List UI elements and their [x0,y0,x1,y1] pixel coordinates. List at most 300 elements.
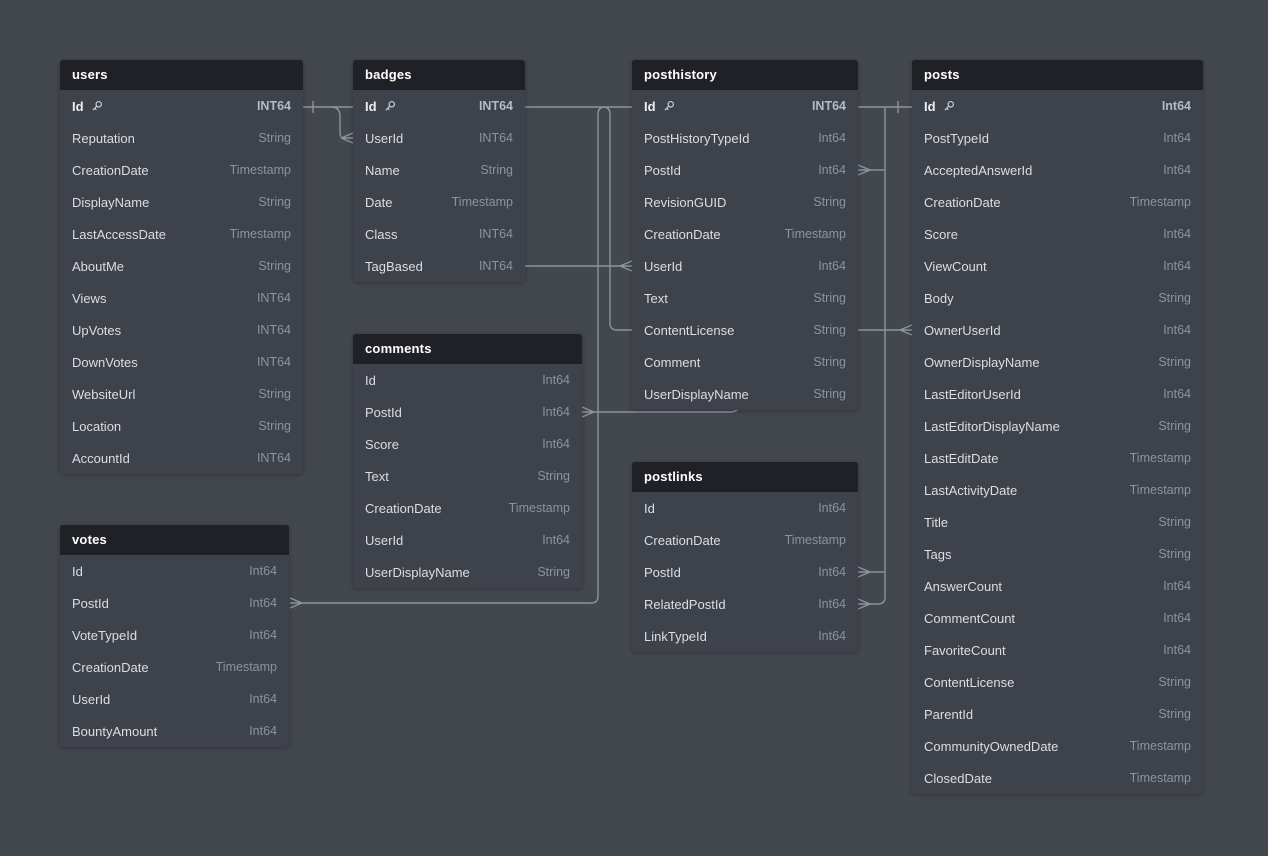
field-row-posthistory-id [632,90,858,122]
field-type: Int64 [542,533,570,547]
field-type: Timestamp [1129,739,1191,753]
field-name-text: Id [365,372,376,388]
field-name-text: Views [72,290,107,306]
field-name-text: ParentId [924,706,974,722]
field-name-text: UserId [644,258,683,274]
field-row-postlinks-creationdate [632,524,858,556]
field-row-users-aboutme [60,250,303,282]
field-row-users-websiteurl [60,378,303,410]
field-name [924,291,954,306]
table-comments[interactable] [353,334,582,588]
field-row-posts-posttypeid [912,122,1203,154]
field-name-text: PostId [72,595,109,611]
field-name-text: LastActivityDate [924,482,1018,498]
field-name-text: Id [924,98,936,114]
field-name [924,611,1015,626]
field-row-posts-closeddate [912,762,1203,794]
field-type: Int64 [818,565,846,579]
field-type: String [258,259,291,273]
field-type: Timestamp [229,163,291,177]
field-name-text: BountyAmount [72,723,158,739]
field-name [365,131,403,146]
field-row-badges-id [353,90,525,122]
table-users[interactable] [60,60,303,474]
field-name [365,163,400,178]
field-row-votes-votetypeid [60,619,289,651]
field-type: String [258,387,291,401]
field-name [72,692,110,707]
field-row-posts-commentcount [912,602,1203,634]
field-type: Timestamp [1129,195,1191,209]
field-name-text: UserId [365,532,404,548]
field-row-votes-postid [60,587,289,619]
field-name [365,437,399,452]
field-name [644,597,726,612]
relation-badges-userid-crow-foot [341,133,353,143]
field-row-users-lastaccessdate [60,218,303,250]
field-name [924,707,973,722]
field-name [72,291,106,306]
field-name [644,323,734,338]
field-name [924,547,951,562]
field-name [924,163,1032,178]
field-name [644,99,675,114]
field-name [365,469,389,484]
field-type: INT64 [256,355,291,369]
field-name-text: Reputation [72,130,135,146]
field-name [72,564,83,579]
field-name-text: WebsiteUrl [72,386,136,402]
field-name-text: TagBased [365,258,423,274]
field-type: String [1158,547,1191,561]
field-name [365,405,402,420]
table-posts[interactable] [912,60,1203,794]
field-type: Int64 [1163,259,1191,273]
field-row-comments-creationdate [353,492,582,524]
table-posts-fields [912,90,1203,794]
field-name-text: Name [365,162,400,178]
field-row-postlinks-id [632,492,858,524]
table-postlinks[interactable] [632,462,858,652]
field-type: String [1158,675,1191,689]
field-name-text: LastEditDate [924,450,999,466]
field-row-users-views [60,282,303,314]
field-row-users-location [60,410,303,442]
field-row-posts-id [912,90,1203,122]
table-posthistory-title[interactable]: posthistory [632,60,858,90]
field-name [365,501,442,516]
field-name [72,227,166,242]
field-row-posts-parentid [912,698,1203,730]
field-name [644,163,681,178]
field-row-posthistory-contentlicense [632,314,858,346]
field-name [72,419,121,434]
field-type: Int64 [1161,99,1191,113]
field-row-comments-userid [353,524,582,556]
field-type: Int64 [1163,387,1191,401]
field-name-text: AcceptedAnswerId [924,162,1033,178]
field-name-text: Id [644,98,656,114]
field-row-posthistory-comment [632,346,858,378]
field-row-posthistory-revisionguid [632,186,858,218]
field-name [644,501,655,516]
field-name-text: PostId [644,564,681,580]
field-type: String [813,323,846,337]
field-type: INT64 [478,99,513,113]
field-type: INT64 [478,227,513,241]
field-name [72,660,149,675]
field-name-text: VoteTypeId [72,627,138,643]
field-name-text: CommunityOwnedDate [924,738,1059,754]
field-row-posthistory-postid [632,154,858,186]
field-row-posts-communityowneddate [912,730,1203,762]
field-name [72,451,130,466]
field-name [72,355,138,370]
field-name-text: CommentCount [924,610,1016,626]
table-users-title[interactable]: users [60,60,303,90]
field-type: String [1158,515,1191,529]
field-name-text: LastEditorUserId [924,386,1021,402]
table-badges-fields [353,90,525,282]
field-type: String [1158,355,1191,369]
field-row-postlinks-postid [632,556,858,588]
field-type: String [537,565,570,579]
field-type: Int64 [818,597,846,611]
field-name-text: OwnerUserId [924,322,1001,338]
table-votes[interactable] [60,525,289,747]
field-name [924,99,955,114]
field-type: Int64 [542,373,570,387]
field-type: String [1158,707,1191,721]
field-name [924,419,1060,434]
field-name-text: AnswerCount [924,578,1003,594]
field-type: Int64 [1163,131,1191,145]
field-name [924,515,948,530]
field-name [365,227,398,242]
field-type: String [1158,291,1191,305]
relation-posthistory-userid-crow-foot [620,261,632,271]
field-row-posts-ownerdisplayname [912,346,1203,378]
field-name-text: ClosedDate [924,770,992,786]
field-name [365,99,396,114]
field-row-postlinks-linktypeid [632,620,858,652]
field-name-text: LinkTypeId [644,628,707,644]
field-name-text: Body [924,290,954,306]
field-name-text: ViewCount [924,258,987,274]
field-type: Int64 [542,437,570,451]
field-name-text: ContentLicense [644,322,735,338]
field-name-text: DownVotes [72,354,138,370]
field-row-votes-userid [60,683,289,715]
field-row-users-displayname [60,186,303,218]
field-type: String [813,387,846,401]
field-name [644,227,721,242]
field-type: INT64 [256,99,291,113]
field-type: Timestamp [784,227,846,241]
field-name [644,131,750,146]
field-type: Int64 [542,405,570,419]
table-comments-fields [353,364,582,588]
relation-posts-trunk-wire [870,107,885,604]
field-type: Int64 [249,596,277,610]
field-name [924,323,1001,338]
field-name [644,533,721,548]
field-name-text: RevisionGUID [644,194,727,210]
field-name-text: UpVotes [72,322,122,338]
field-type: String [258,131,291,145]
field-type: String [813,291,846,305]
field-name [72,628,137,643]
field-row-posthistory-posthistorytypeid [632,122,858,154]
field-type: Timestamp [229,227,291,241]
field-type: Int64 [1163,227,1191,241]
field-name-text: Class [365,226,398,242]
field-name [72,323,121,338]
field-row-users-accountid [60,442,303,474]
field-type: Int64 [249,628,277,642]
field-row-posts-owneruserid [912,314,1203,346]
primary-key-icon [942,100,955,113]
field-type: Int64 [249,564,277,578]
field-name [924,227,958,242]
field-name-text: Date [365,194,393,210]
field-name [72,259,124,274]
relation-postlinks-relatedpostid-crow-foot [858,599,870,609]
field-name [644,565,681,580]
field-name-text: CreationDate [72,659,149,675]
field-type: Timestamp [1129,451,1191,465]
table-postlinks-fields [632,492,858,652]
field-type: Int64 [1163,323,1191,337]
field-type: Timestamp [1129,771,1191,785]
field-name [365,259,423,274]
field-type: INT64 [256,291,291,305]
primary-key-icon [383,100,396,113]
field-name-text: Id [644,500,655,516]
field-type: Int64 [818,131,846,145]
field-row-posts-tags [912,538,1203,570]
field-row-posts-lasteditordisplayname [912,410,1203,442]
field-row-posts-favoritecount [912,634,1203,666]
field-name [644,291,668,306]
field-name [924,643,1006,658]
field-name-text: CreationDate [924,194,1001,210]
field-name-text: Id [72,98,84,114]
relation-postlinks-postid-crow-foot [858,567,870,577]
field-row-votes-creationdate [60,651,289,683]
field-row-users-downvotes [60,346,303,378]
table-votes-title[interactable]: votes [60,525,289,555]
field-type: Int64 [1163,643,1191,657]
field-name [924,771,992,786]
field-type: Int64 [1163,579,1191,593]
field-type: String [258,419,291,433]
table-badges[interactable] [353,60,525,282]
table-comments-title[interactable]: comments [353,334,582,364]
field-name-text: Score [365,436,399,452]
field-row-posthistory-creationdate [632,218,858,250]
field-type: Timestamp [784,533,846,547]
field-row-badges-userid [353,122,525,154]
field-type: String [480,163,513,177]
field-type: Int64 [249,724,277,738]
field-row-comments-id [353,364,582,396]
table-postlinks-title[interactable]: postlinks [632,462,858,492]
field-row-users-upvotes [60,314,303,346]
field-type: String [537,469,570,483]
field-name-text: ContentLicense [924,674,1015,690]
table-users-fields [60,90,303,474]
field-name-text: UserId [365,130,404,146]
field-row-comments-text [353,460,582,492]
field-row-posts-acceptedanswerid [912,154,1203,186]
field-row-comments-postid [353,396,582,428]
field-name-text: AboutMe [72,258,125,274]
field-name-text: CreationDate [365,500,442,516]
field-row-votes-bountyamount [60,715,289,747]
field-name-text: LastEditorDisplayName [924,418,1060,434]
field-name-text: Comment [644,354,701,370]
field-type: INT64 [478,131,513,145]
table-votes-fields [60,555,289,747]
field-name-text: Tags [924,546,952,562]
field-type: Int64 [818,163,846,177]
relation-users-badges-userid-wire [331,107,341,137]
field-row-posthistory-userdisplayname [632,378,858,410]
field-row-posts-answercount [912,570,1203,602]
field-row-posts-viewcount [912,250,1203,282]
field-name [924,675,1014,690]
field-name [924,579,1002,594]
field-row-users-creationdate [60,154,303,186]
field-name-text: CreationDate [72,162,149,178]
field-row-comments-score [353,428,582,460]
field-name [644,387,749,402]
field-row-badges-tagbased [353,250,525,282]
field-name-text: FavoriteCount [924,642,1006,658]
field-row-posts-contentlicense [912,666,1203,698]
field-name-text: Title [924,514,949,530]
field-row-badges-class [353,218,525,250]
table-posthistory-fields [632,90,858,410]
field-type: Timestamp [508,501,570,515]
field-name-text: Text [644,290,668,306]
field-type: Int64 [818,501,846,515]
field-type: Timestamp [215,660,277,674]
field-type: INT64 [811,99,846,113]
field-name-text: AccountId [72,450,130,466]
field-row-posts-lastactivitydate [912,474,1203,506]
field-row-badges-name [353,154,525,186]
field-name [72,99,103,114]
field-name-text: Score [924,226,958,242]
field-name [644,259,682,274]
field-name [72,195,149,210]
field-row-posthistory-userid [632,250,858,282]
field-type: INT64 [478,259,513,273]
field-name-text: DisplayName [72,194,150,210]
field-name [924,195,1001,210]
field-name [924,259,987,274]
field-type: Timestamp [1129,483,1191,497]
field-row-posts-score [912,218,1203,250]
primary-key-icon [662,100,675,113]
field-row-postlinks-relatedpostid [632,588,858,620]
field-type: Int64 [1163,163,1191,177]
relation-comments-postid-crow-foot [582,407,594,417]
field-type: Int64 [818,259,846,273]
field-name-text: LastAccessDate [72,226,166,242]
field-name-text: Location [72,418,122,434]
field-name [924,451,998,466]
field-name [72,131,135,146]
primary-key-icon [90,100,103,113]
field-type: String [813,195,846,209]
field-name [924,355,1040,370]
field-row-votes-id [60,555,289,587]
field-name-text: UserDisplayName [644,386,749,402]
field-name-text: Text [365,468,389,484]
relation-posthistory-postid-crow-foot [858,165,870,175]
field-name [644,629,707,644]
field-name-text: RelatedPostId [644,596,726,612]
field-row-comments-userdisplayname [353,556,582,588]
field-name-text: Id [72,563,83,579]
field-row-badges-date [353,186,525,218]
field-type: String [813,355,846,369]
field-name [644,195,726,210]
field-name [72,596,109,611]
field-row-users-reputation [60,122,303,154]
field-type: INT64 [256,451,291,465]
field-name-text: PostTypeId [924,130,990,146]
field-type: INT64 [256,323,291,337]
field-name [365,373,376,388]
relation-votes-postid-crow-foot [290,598,302,608]
field-type: Int64 [249,692,277,706]
field-name-text: PostId [644,162,681,178]
field-row-posts-lasteditoruserid [912,378,1203,410]
field-type: Int64 [818,629,846,643]
field-name-text: PostHistoryTypeId [644,130,750,146]
field-name [365,533,403,548]
table-posts-title[interactable]: posts [912,60,1203,90]
field-row-posts-body [912,282,1203,314]
field-type: Timestamp [451,195,513,209]
field-name [72,163,149,178]
field-name-text: CreationDate [644,226,721,242]
field-name-text: UserId [72,691,111,707]
field-name-text: OwnerDisplayName [924,354,1040,370]
relation-posts-owneruserid-crow-foot [900,325,912,335]
field-row-users-id [60,90,303,122]
field-name [72,387,135,402]
table-posthistory[interactable] [632,60,858,410]
table-badges-title[interactable]: badges [353,60,525,90]
field-name [72,724,157,739]
field-name [365,565,470,580]
field-name [924,483,1017,498]
field-type: Int64 [1163,611,1191,625]
field-name [924,739,1058,754]
field-name [924,387,1021,402]
field-name-text: UserDisplayName [365,564,470,580]
field-name [644,355,700,370]
field-name [365,195,392,210]
field-row-posthistory-text [632,282,858,314]
field-type: String [1158,419,1191,433]
field-name-text: PostId [365,404,402,420]
